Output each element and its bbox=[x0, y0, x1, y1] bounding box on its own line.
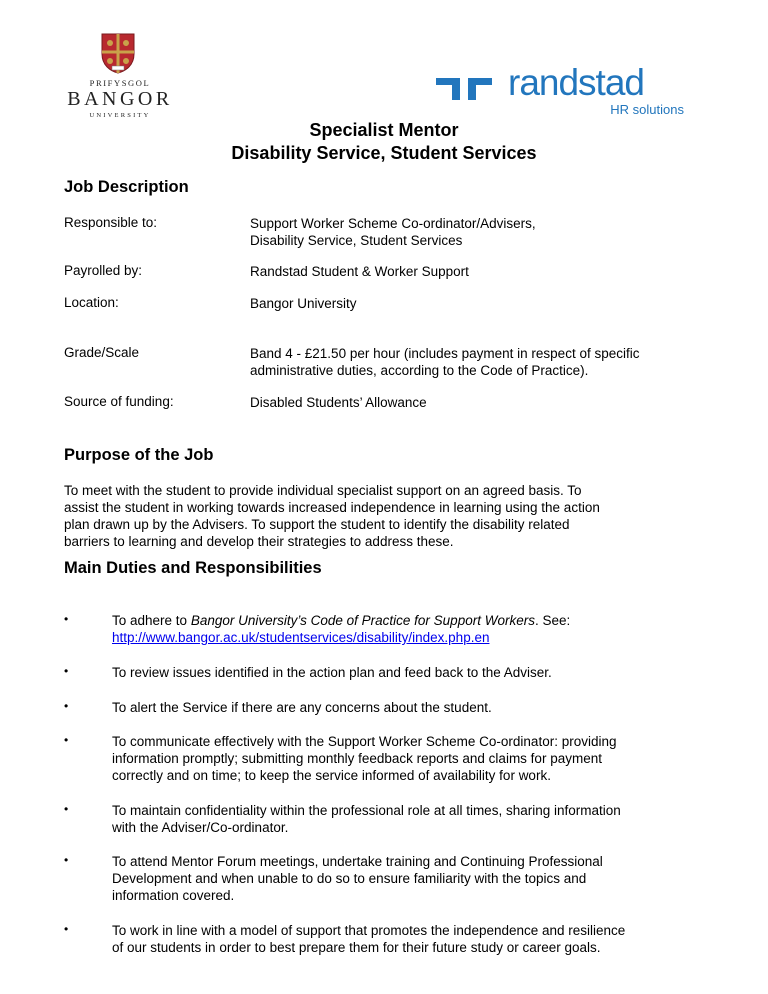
job-description-heading: Job Description bbox=[64, 178, 189, 196]
document-subtitle: Disability Service, Student Services bbox=[231, 143, 537, 163]
code-of-practice-title: Bangor University’s Code of Practice for Support Workers bbox=[190, 613, 535, 628]
duty-text bbox=[112, 802, 722, 836]
duty-line: correctly and on time; to keep the service informed of availability for work. bbox=[112, 768, 551, 783]
duty-text-suffix: . See: bbox=[534, 613, 571, 628]
purpose-line: assist the student in working towards increased independence in learning using the action bbox=[64, 500, 600, 515]
duty-text bbox=[112, 733, 722, 784]
purpose-paragraph bbox=[64, 482, 704, 550]
duty-line: To work in line with a model of support that promotes the independence and resilience bbox=[112, 923, 626, 938]
randstad-logo bbox=[434, 62, 686, 122]
info-value-line: Disabled Students’ Allowance bbox=[250, 395, 427, 410]
info-value-line: Bangor University bbox=[250, 296, 357, 311]
info-value-line: Band 4 - £21.50 per hour (includes payment in respect of specific bbox=[250, 346, 640, 361]
bullet-icon: • bbox=[64, 922, 69, 936]
duty-text bbox=[112, 664, 722, 681]
duty-text-prefix: To adhere to bbox=[112, 613, 191, 628]
duty-text bbox=[112, 612, 722, 646]
info-value bbox=[250, 295, 357, 312]
duty-line: To maintain confidentiality within the professional role at all times, sharing information bbox=[112, 803, 621, 818]
duty-line: To communicate effectively with the Support Worker Scheme Co-ordinator: providing bbox=[112, 734, 617, 749]
info-value bbox=[250, 263, 469, 280]
duty-line: Development and when unable to do so to ensure familiarity with the topics and bbox=[112, 871, 587, 886]
info-label: Location: bbox=[64, 295, 119, 310]
bullet-icon: • bbox=[64, 853, 69, 867]
purpose-line: barriers to learning and develop their strategies to address these. bbox=[64, 534, 454, 549]
info-value-line: Support Worker Scheme Co-ordinator/Advisers, bbox=[250, 216, 536, 231]
bangor-logo-line1: PRIFYSGOL bbox=[89, 78, 151, 88]
purpose-line: To meet with the student to provide individual specialist support on an agreed basis. To bbox=[64, 483, 582, 498]
info-value bbox=[250, 215, 536, 249]
duty-text bbox=[112, 699, 722, 716]
info-label: Payrolled by: bbox=[64, 263, 143, 278]
purpose-line: plan drawn up by the Advisers. To support the student to identify the disability related bbox=[64, 517, 570, 532]
randstad-wordmark: randstad bbox=[508, 62, 644, 103]
randstad-subtitle: HR solutions bbox=[610, 102, 684, 117]
bangor-university-logo bbox=[64, 32, 176, 124]
bangor-logo-line2: BANGOR bbox=[67, 88, 173, 110]
bullet-icon: • bbox=[64, 733, 69, 747]
duty-line: of our students in order to best prepare them for their future study or career goals. bbox=[112, 940, 601, 955]
info-label: Source of funding: bbox=[64, 394, 174, 409]
duty-line: To review issues identified in the action plan and feed back to the Adviser. bbox=[112, 665, 552, 680]
duty-line: information covered. bbox=[112, 888, 235, 903]
duty-text bbox=[112, 922, 722, 956]
info-value-line: Randstad Student & Worker Support bbox=[250, 264, 469, 279]
duties-heading: Main Duties and Responsibilities bbox=[64, 559, 322, 577]
duty-line: with the Adviser/Co-ordinator. bbox=[112, 820, 289, 835]
duty-line: To attend Mentor Forum meetings, undertake training and Continuing Professional bbox=[112, 854, 603, 869]
duty-text bbox=[112, 853, 722, 904]
purpose-heading: Purpose of the Job bbox=[64, 446, 214, 464]
info-value-line: Disability Service, Student Services bbox=[250, 233, 463, 248]
bullet-icon: • bbox=[64, 699, 69, 713]
info-label: Grade/Scale bbox=[64, 345, 140, 360]
bangor-logo-line3: UNIVERSITY bbox=[89, 112, 151, 119]
info-value bbox=[250, 394, 427, 411]
bullet-icon: • bbox=[64, 664, 69, 678]
disability-service-link[interactable]: http://www.bangor.ac.uk/studentservices/disability/index.php.en bbox=[112, 630, 490, 645]
document-title: Specialist Mentor bbox=[309, 120, 459, 140]
duty-line: To alert the Service if there are any concerns about the student. bbox=[112, 700, 492, 715]
randstad-mark-icon bbox=[434, 72, 494, 100]
duty-line: information promptly; submitting monthly feedback reports and claims for payment bbox=[112, 751, 602, 766]
info-value-line: administrative duties, according to the Code of Practice). bbox=[250, 363, 589, 378]
bullet-icon: • bbox=[64, 612, 69, 626]
info-value bbox=[250, 345, 639, 379]
bullet-icon: • bbox=[64, 802, 69, 816]
bangor-crest-icon bbox=[98, 32, 138, 74]
info-label: Responsible to: bbox=[64, 215, 158, 230]
